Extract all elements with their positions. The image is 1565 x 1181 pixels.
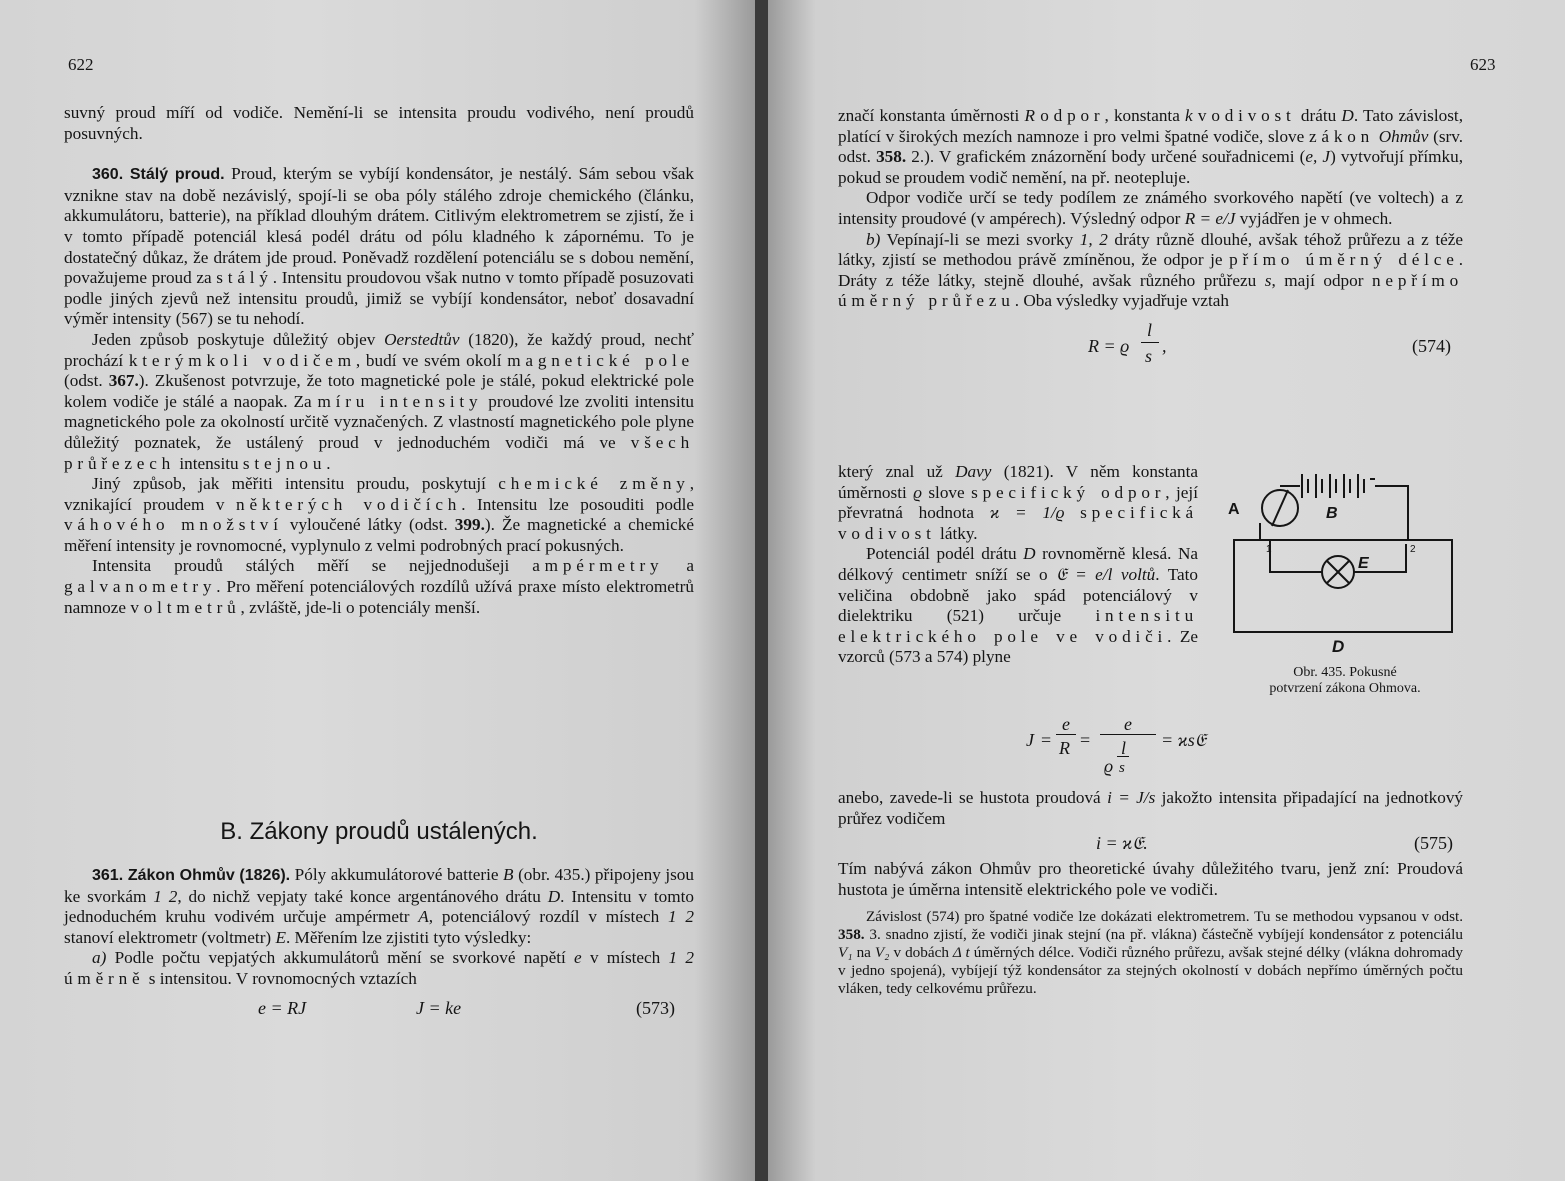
text: , vznikající proudem v <box>64 474 694 514</box>
text: Podle počtu vepjatých akkumulátorů mění se svorkové napětí <box>106 948 575 968</box>
equals-sign: = <box>1080 730 1091 750</box>
section-heading: 360. Stálý proud. <box>92 166 225 184</box>
italic-text: a) <box>92 948 107 968</box>
italic-text: R <box>1024 106 1036 125</box>
page-number: 622 <box>68 55 94 74</box>
section-title: B. Zákony proudů ustálených. <box>220 818 538 845</box>
text: . Měřením lze zjistiti tyto výsledky: <box>285 927 532 947</box>
italic-text: A <box>418 907 429 927</box>
spaced-text: některých vodičích <box>236 494 462 514</box>
text: stanoví elektrometr (voltmetr) <box>64 927 276 947</box>
italic-text: V₂ <box>874 943 890 961</box>
text: značí konstanta úměrnosti <box>838 106 1025 125</box>
text: dráty různě dlouhé, avšak téhož průřezu a z téže látky, zjistí se methodou právě zmíněnou, že odpor je <box>838 229 1463 270</box>
page-number: 623 <box>1470 55 1496 74</box>
spaced-text: kterýmkoli vodičem <box>128 350 356 370</box>
text: . Oba výsledky vyjadřuje vztah <box>1014 291 1230 311</box>
text: , zvláště, jde-li o potenciály menší. <box>240 597 481 617</box>
spaced-text: intensitu elektrického pole ve vodiči <box>838 606 1198 646</box>
text: . Dráty z téže látky, stejně dlouhé, avšak různého průřezu <box>838 250 1463 290</box>
paragraph: suvný proud míří od vodiče. Nemění-li se intensita proudu vodivého, není proudů posuvných. <box>64 103 694 143</box>
text: úměrných délce. Vodiči různého průřezu, avšak stejné délky (vlákna dohromady v jedno spojená), vybíjejí týž kondensátor za stejných okolností v dobách nepřímo úměrných počtu vláken, tedy celkovému průřezu. <box>838 943 1463 997</box>
spaced-text: odpor <box>1040 106 1105 125</box>
italic-text: ϰ = 1/ϱ <box>989 503 1065 523</box>
fraction-denominator: s <box>1119 760 1125 776</box>
text: (obr. 435.) připojeny jsou ke svorkám <box>64 865 694 906</box>
spaced-text: ampérmetry <box>532 556 664 576</box>
book-gutter <box>755 0 768 1181</box>
spaced-text: voltmetrů <box>130 597 241 617</box>
text: , konstanta <box>1104 106 1186 125</box>
paragraph <box>838 544 1198 668</box>
italic-text: 1 2 <box>668 948 694 968</box>
spaced-text: přímo úměrný délce <box>1229 250 1459 270</box>
text: Jiný způsob, jak měřiti intensitu proudu, poskytují <box>92 474 499 494</box>
equation-symbol: J <box>1026 730 1034 750</box>
equation-rhs: J = ke <box>416 997 462 1018</box>
spaced-text: galvanometry <box>64 577 217 597</box>
text: intensitu <box>175 453 243 473</box>
text: s intensitou. V rovnomocných vztazích <box>144 968 417 988</box>
text: drátu <box>1295 106 1342 125</box>
paragraph <box>838 188 1463 229</box>
text: ). Že magnetické a chemické měření intensity je rovnomocné, vyplynulo z velmi podrobných prací pokusných. <box>64 515 695 555</box>
right-text-column-beside-figure <box>838 462 1198 668</box>
text: ). Zkušenost potvrzuje, že toto magnetické pole je stálé, pokud elektrické pole kolem vodiče je stálé a naopak. Za <box>64 371 694 411</box>
italic-text: b) <box>866 229 881 249</box>
text: a <box>663 556 694 576</box>
text: Odpor vodiče určí se tedy podílem ze známého svorkového napětí (ve voltech) a z intensity proudové (v ampérech). Výsledný odpor <box>838 188 1463 228</box>
italic-text: ϱ <box>913 482 922 502</box>
text: který znal už <box>838 462 956 481</box>
text <box>1064 503 1080 522</box>
fraction-numerator: e <box>1062 714 1070 734</box>
spaced-text: specifická vodivost <box>838 503 1198 543</box>
equation-574 <box>838 316 1463 378</box>
left-text-column <box>64 103 694 618</box>
section-heading: 361. Zákon Ohmův (1826). <box>92 867 291 884</box>
bold-ref: 358. <box>838 926 865 944</box>
italic-text: V₁ <box>838 943 853 961</box>
text: . Intensitu proudovou však nutno v tomto případě posuzovati podle jiných zjevů než intensitu proudů, jimiž se vybíjí kondensátor, neboť dosavadní výměr intensity (567) se tu nehodí. <box>64 268 695 329</box>
italic-text: 1 2 <box>668 907 694 927</box>
equation-number: (573) <box>636 997 675 1018</box>
label-A: A <box>1228 501 1240 518</box>
paragraph <box>838 106 1463 188</box>
text: 2.). V grafickém znázornění body určené souřadnicemi ( <box>906 147 1306 167</box>
italic-text: D <box>1023 544 1036 564</box>
text: proudové lze zvoliti intensitu magnetického pole za okolností určitě vyznačených. Z vlastností magnetického pole plyne důležitý poznatek, že ustálený proud v jednoduchém vodiči má ve <box>64 391 694 452</box>
text: vyjádřen je v ohmech. <box>1235 208 1393 228</box>
italic-text: Δ t <box>952 943 970 961</box>
text: . Tato veličina obdobně jako spád potenciálový v dielektriku (521) určuje <box>838 564 1198 626</box>
fraction-bar <box>1117 756 1129 757</box>
text: Potenciál podél drátu <box>866 544 1024 564</box>
equation-lhs: i = ϰ𝔈. <box>1096 833 1148 854</box>
text: Proud, kterým se vybíjí kondensátor, je nestálý. Sám sebou však vznikne stav na době nezávislý, spojí-li se oba póly stálého zdroje chemického (článku, akkumulátoru, batterie), na příklad dlouhým drátem. Citlivým elektrometrem se zjistí, že i v tomto případě potenciál klesá podél drátu od pólu kladného k zápornému. To je dostatečný důkaz, že drátem jde proud. Poněvadž rozdělení potenciálu se s dobou nemění, považujeme proud za <box>64 164 694 288</box>
italic-text: Davy <box>955 462 992 481</box>
paragraph-361 <box>64 865 694 948</box>
equation-573 <box>64 994 694 1024</box>
text: Jeden způsob poskytuje důležitý objev <box>92 329 385 349</box>
paragraph-b <box>838 230 1463 312</box>
battery-lead <box>1375 486 1408 540</box>
paragraph-360 <box>64 164 694 330</box>
fraction-bar <box>1141 342 1159 343</box>
spaced-text: váhového množství <box>64 515 283 535</box>
fraction-bar <box>1056 734 1076 735</box>
italic-text: e <box>574 948 582 968</box>
text: jakožto intensita připadající na jednotkový průřez vodičem <box>838 788 1464 828</box>
italic-text: i = J/s <box>1107 788 1156 807</box>
paragraph-a <box>64 948 694 989</box>
text: , do nichž vepjaty také konce argentánového drátu <box>177 886 548 906</box>
equation-J <box>838 712 1463 780</box>
paragraph-ampermeter <box>64 556 694 618</box>
equation-number: (575) <box>1414 833 1453 854</box>
right-text-column <box>838 106 1463 378</box>
label-D: D <box>1332 637 1345 656</box>
italic-text: e, J <box>1305 147 1331 167</box>
fraction-numerator: l <box>1147 319 1153 340</box>
bold-ref: 358. <box>876 147 907 167</box>
text: . Pro měření potenciálových rozdílů užívá praxe místo elektrometrů namnoze <box>64 577 694 617</box>
text: (odst. <box>64 371 109 391</box>
text: anebo, zavede-li se hustota proudová <box>838 788 1108 807</box>
left-text-column-lower <box>64 865 694 1024</box>
rho-symbol: ϱ <box>1104 756 1114 776</box>
fraction-denominator: R <box>1059 738 1070 758</box>
text: (srv. odst. <box>838 126 1464 167</box>
italic-text: D <box>1341 106 1354 125</box>
equation-rhs: = ϰs𝔈 <box>1161 730 1206 750</box>
text: 3. snadno zjistí, že vodiči jinak stejní (na př. vlákna) částečně vybíjejí kondensátor z potenciálu <box>864 926 1463 944</box>
label-E: E <box>1358 555 1369 572</box>
equation-lhs: R = ϱ <box>1088 335 1130 356</box>
text: . Tato závislost, platící v širokých mezích namnoze i pro velmi špatné vodiče, slove <box>838 106 1463 146</box>
label-B: B <box>1326 505 1338 522</box>
text: Intensita proudů stálých měří se nejjednodušeji <box>92 556 533 576</box>
text: , její převratná hodnota <box>838 482 1198 523</box>
text: , mají odpor <box>1271 270 1372 290</box>
spaced-text: chemické změny <box>498 474 690 494</box>
text: v dobách <box>889 943 953 961</box>
terminal-1-label: 1 <box>1266 544 1272 555</box>
italic-text: s <box>1264 270 1272 290</box>
text: . Ze vzorců (573 a 574) plyne <box>838 626 1198 667</box>
paragraph <box>838 788 1463 829</box>
spaced-text: vodivost <box>1197 106 1296 125</box>
paragraph: Tím nabývá zákon Ohmův pro theoretické úvahy důležitého tvaru, jenž zní: Proudová hustota je úměrna intensitě elektrického pole ve vodiči. <box>838 859 1463 899</box>
spaced-text: zákon <box>1308 126 1375 146</box>
italic-text: 𝔈 = e/l voltů <box>1056 564 1156 584</box>
italic-text: E <box>275 927 286 947</box>
ohm-circuit-figure <box>1220 468 1470 668</box>
text: látky. <box>935 523 978 543</box>
fraction-bar <box>1100 734 1156 735</box>
spaced-text: magnetické pole <box>507 350 694 370</box>
bold-ref: 399. <box>454 515 485 535</box>
small-print-paragraph <box>838 908 1463 997</box>
equals-sign: = <box>1041 730 1052 750</box>
paragraph <box>838 462 1198 544</box>
italic-text: 1, 2 <box>1079 229 1108 249</box>
battery-B <box>1302 474 1375 498</box>
text: . <box>326 453 331 473</box>
text: (1821). V něm konstanta úměrnosti <box>838 462 1198 502</box>
text: na <box>852 943 875 961</box>
spaced-text: stálý <box>216 268 273 288</box>
text: rovnoměrně klesá. Na délkový centimetr sníží se o <box>838 544 1198 584</box>
spaced-text: míru intensity <box>317 391 483 411</box>
equation-575 <box>838 829 1463 859</box>
paragraph-chemical <box>64 474 694 556</box>
caption-line: Obr. 435. Pokusné <box>1293 665 1397 680</box>
text: . Intensitu v tomto jednoduchém kruhu vodivém určuje ampérmetr <box>64 886 694 927</box>
spaced-text: úměrně <box>64 968 145 988</box>
terminal-2-label: 2 <box>1410 544 1416 555</box>
spaced-text: stejnou <box>242 453 327 473</box>
fraction-denominator: s <box>1145 345 1153 366</box>
text: slove <box>921 482 972 502</box>
italic-text: B <box>503 865 514 884</box>
text: vyloučené látky (odst. <box>282 515 455 535</box>
fraction-numerator: e <box>1124 714 1132 734</box>
bold-ref: 367. <box>108 371 139 391</box>
ammeter-needle <box>1272 490 1288 526</box>
text: Póly akkumulátorové batterie <box>290 865 504 884</box>
paragraph-oersted <box>64 330 694 474</box>
italic-text: k <box>1185 106 1193 125</box>
text: v místech <box>581 948 669 968</box>
spaced-text: všech průřezech <box>64 432 694 473</box>
equation-lhs: e = RJ <box>258 997 307 1018</box>
spaced-text: nepřímo úměrný průřezu <box>838 270 1463 311</box>
caption-line: potvrzení zákona Ohmova. <box>1269 681 1421 696</box>
voltmeter-lead <box>1270 540 1322 572</box>
text: Závislost (574) pro špatné vodiče lze dokázati elektrometrem. Tu se methodou vypsanou v odst. <box>866 908 1463 926</box>
italic-text: Oerstedtův <box>384 329 460 349</box>
italic-text: D <box>547 886 561 906</box>
text: (1820), že každý proud, nechť prochází <box>64 329 694 370</box>
italic-text: 1 2 <box>153 886 178 906</box>
left-page <box>0 0 755 1181</box>
text: , potenciálový rozdíl v místech <box>428 907 668 927</box>
text: Vepínají-li se mezi svorky <box>880 229 1080 249</box>
italic-text: Ohmův <box>1378 126 1429 146</box>
text: . Intensitu lze posouditi podle <box>461 494 694 514</box>
spaced-text: specifický odpor <box>971 482 1166 502</box>
equation-number: (574) <box>1412 335 1451 356</box>
right-text-column-lower <box>838 712 1463 997</box>
text: , budí ve svém okolí <box>355 350 508 370</box>
fraction-denominator: l <box>1121 738 1127 758</box>
italic-text: R = e/J <box>1184 208 1236 228</box>
figure-caption <box>1225 665 1465 697</box>
equation-comma: , <box>1162 335 1167 356</box>
text: ) vytvořují přímku, pokud se proudem vodič nemění, na př. neotepluje. <box>838 147 1463 187</box>
